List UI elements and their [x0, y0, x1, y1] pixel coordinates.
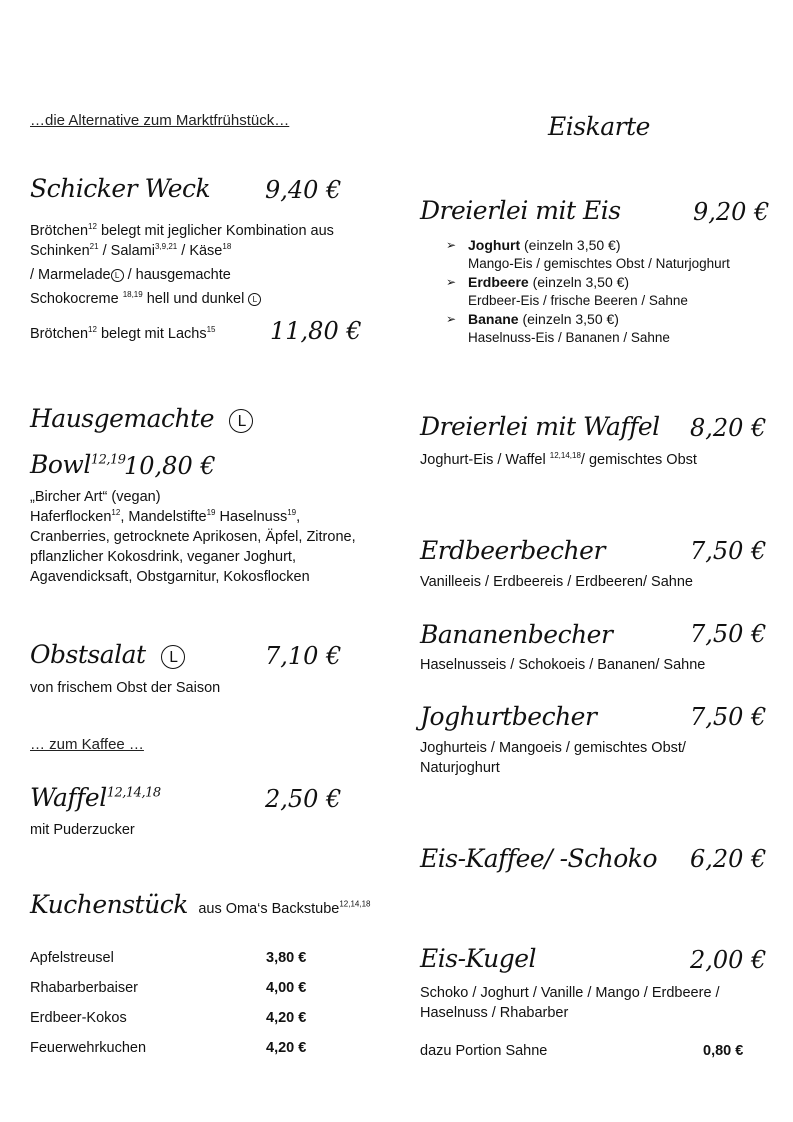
alternative-header: …die Alternative zum Marktfrühstück…	[30, 112, 290, 129]
eiskaffee-title: Eis-Kaffee/ -Schoko	[420, 844, 657, 873]
bowl-title-line2: Bowl$^{12,19}$	[30, 450, 126, 479]
eiskugel-price: 2,00 €	[690, 946, 767, 974]
bananenbecher-price: 7,50 €	[690, 620, 767, 648]
kuchen-heading: Kuchenstück aus Oma‘s Backstube$^{12,14,18}$	[30, 890, 371, 919]
schicker-weck-description: Brötchen$^{12}$ belegt mit jeglicher Kombination aus Schinken$^{21}$ / Salami$^{3,9,21}$ / Käse$^{18}$ / Marmelade L / hausgemachte Schokocreme $^{18,19}$ hell und dunkel L	[30, 222, 334, 307]
list-item: ➢ Joghurt (einzeln 3,50 €) Mango-Eis / gemischtes Obst / Naturjoghurt	[446, 237, 730, 271]
eiskugel-description: Schoko / Joghurt / Vanille / Mango / Erdbeere / Haselnuss / Rhabarber	[420, 985, 720, 1021]
dreierlei-eis-price: 9,20 €	[693, 198, 770, 226]
joghurtbecher-description: Joghurteis / Mangoeis / gemischtes Obst/ Naturjoghurt	[420, 740, 686, 776]
obstsalat-price: 7,10 €	[265, 642, 342, 670]
sahne-price: 0,80 €	[703, 1043, 744, 1059]
list-item: ➢ Banane (einzeln 3,50 €) Haselnuss-Eis / Bananen / Sahne	[446, 311, 670, 345]
bananenbecher-description: Haselnusseis / Schokoeis / Bananen/ Sahne	[420, 657, 706, 673]
schicker-weck-price: 9,40 €	[265, 176, 342, 204]
bowl-title-line1: Hausgemachte L	[30, 404, 253, 433]
joghurtbecher-title: Joghurtbecher	[420, 702, 597, 731]
lachs-line: Brötchen$^{12}$ belegt mit Lachs$^{15}$	[30, 325, 216, 342]
bowl-price: 10,80 €	[124, 452, 216, 480]
arrow-bullet-icon: ➢	[446, 312, 457, 326]
lachs-price: 11,80 €	[270, 317, 362, 345]
dreierlei-waffel-price: 8,20 €	[690, 414, 767, 442]
kaffee-header: … zum Kaffee …	[30, 736, 144, 753]
obstsalat-description: von frischem Obst der Saison	[30, 680, 221, 696]
bowl-description: „Bircher Art“ (vegan) Haferflocken$^{12}$, Mandelstifte$^{19}$ Haselnuss$^{19}$, Cranberries, getrocknete Aprikosen, Äpfel, Zitrone, pflanzlicher Kokosdrink, veganer Joghurt, Agavendicksaft, Obstgarnitur, Kokosflocken	[30, 489, 356, 585]
l-label-icon: L	[229, 409, 253, 433]
waffel-title: Waffel$^{12,14,18}$	[30, 783, 161, 812]
erdbeerbecher-price: 7,50 €	[690, 537, 767, 565]
sahne-label: dazu Portion Sahne	[420, 1043, 548, 1059]
eiskugel-title: Eis-Kugel	[420, 944, 537, 973]
kuchen-item-price: 4,20 €	[266, 1040, 307, 1056]
waffel-price: 2,50 €	[265, 785, 342, 813]
erdbeerbecher-description: Vanilleeis / Erdbeereis / Erdbeeren/ Sahne	[420, 574, 693, 590]
dreierlei-waffel-title: Dreierlei mit Waffel	[420, 412, 660, 441]
kuchen-item-price: 4,00 €	[266, 980, 307, 996]
obstsalat-title: Obstsalat L	[30, 640, 185, 669]
dreierlei-waffel-description: Joghurt-Eis / Waffel $^{12,14,18}$/ gemischtes Obst	[420, 451, 697, 468]
l-label-icon: L	[161, 645, 185, 669]
kuchen-item-name: Apfelstreusel	[30, 950, 114, 966]
dreierlei-eis-list	[420, 236, 750, 347]
eiskarte-heading: Eiskarte	[548, 112, 650, 141]
kuchen-item-price: 4,20 €	[266, 1010, 307, 1026]
dreierlei-eis-title: Dreierlei mit Eis	[420, 196, 621, 225]
kuchen-item-price: 3,80 €	[266, 950, 307, 966]
kuchen-item-name: Rhabarberbaiser	[30, 980, 139, 996]
waffel-description: mit Puderzucker	[30, 822, 135, 838]
eiskaffee-price: 6,20 €	[690, 845, 767, 873]
arrow-bullet-icon: ➢	[446, 275, 457, 289]
bananenbecher-title: Bananenbecher	[420, 620, 613, 649]
list-item: ➢ Erdbeere (einzeln 3,50 €) Erdbeer-Eis / frische Beeren / Sahne	[446, 274, 688, 308]
schicker-weck-title: Schicker Weck	[30, 174, 211, 203]
kuchen-item-name: Feuerwehrkuchen	[30, 1040, 147, 1056]
l-label-icon: L	[248, 293, 261, 306]
erdbeerbecher-title: Erdbeerbecher	[420, 536, 605, 565]
arrow-bullet-icon: ➢	[446, 238, 457, 252]
l-label-icon: L	[111, 269, 124, 282]
kuchen-item-name: Erdbeer-Kokos	[30, 1010, 127, 1026]
joghurtbecher-price: 7,50 €	[690, 703, 767, 731]
